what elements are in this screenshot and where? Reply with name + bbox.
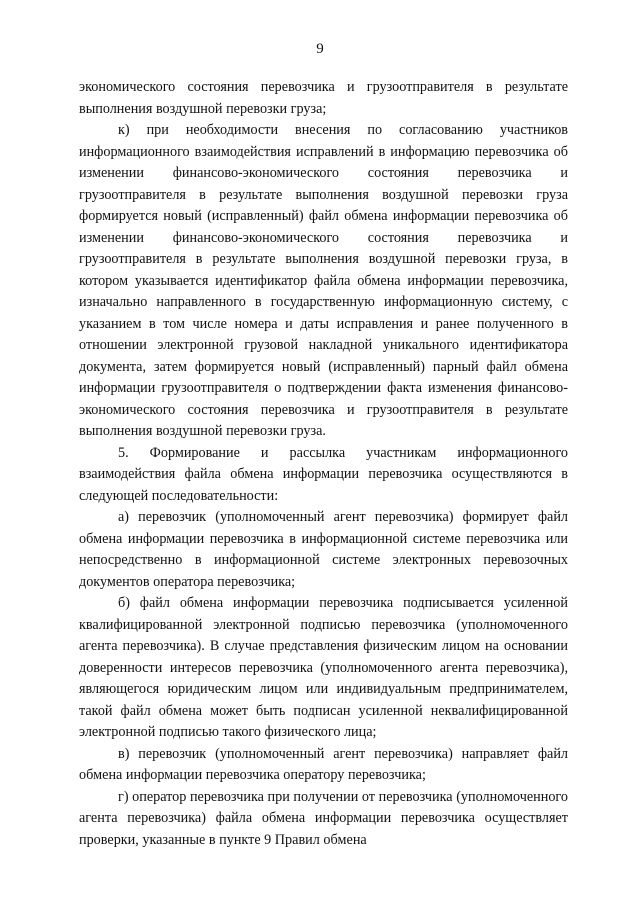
document-body [79,77,568,851]
page-number: 9 [316,41,324,57]
paragraph-item-b: б) файл обмена информации перевозчика подписывается усиленной квалифицированной электронной подписью перевозчика (уполномоченного агента перевозчика). В случае представления физическим лицом на основании доверенности интересов перевозчика (уполномоченного агента перевозчика), являющегося юридическим лицом или индивидуальным предпринимателем, такой файл обмена может быть подписан усиленной неквалифицированной электронной подписью такого физического лица; [79,595,568,740]
paragraph-item-k: к) при необходимости внесения по согласованию участников информационного взаимодействия исправлений в информацию перевозчика об изменении финансово-экономического состояния перевозчика и грузоотправителя в результате выполнения воздушной перевозки груза формируется новый (исправленный) файл обмена информации перевозчика об изменении финансово-экономического состояния перевозчика и грузоотправителя в результате выполнения воздушной перевозки груза, в котором указывается идентификатор файла обмена информации перевозчика, изначально направленного в государственную информационную систему, с указанием в том числе номера и даты исправления и ранее полученного в отношении электронной грузовой накладной уникального идентификатора документа, затем формируется новый (исправленный) парный файл обмена информации грузоотправителя о подтверждении факта изменения финансово-экономического состояния перевозчика и грузоотправителя в результате выполнения воздушной перевозки груза. [79,122,568,439]
paragraph-item-v: в) перевозчик (уполномоченный агент перевозчика) направляет файл обмена информации перевозчика оператору перевозчика; [79,745,568,783]
paragraph-item-a: а) перевозчик (уполномоченный агент перевозчика) формирует файл обмена информации перевозчика в информационной системе перевозчика или непосредственно в информационной системе электронных перевозочных документов оператора перевозчика; [79,509,568,590]
paragraph-continuation: экономического состояния перевозчика и грузоотправителя в результате выполнения воздушной перевозки груза; [79,79,568,117]
paragraph-point-5: 5. Формирование и рассылка участникам информационного взаимодействия файла обмена информации перевозчика осуществляются в следующей последовательности: [79,444,568,504]
paragraph-item-g: г) оператор перевозчика при получении от перевозчика (уполномоченного агента перевозчика) файла обмена информации перевозчика осуществляет проверки, указанные в пункте 9 Правил обмена [79,788,568,848]
